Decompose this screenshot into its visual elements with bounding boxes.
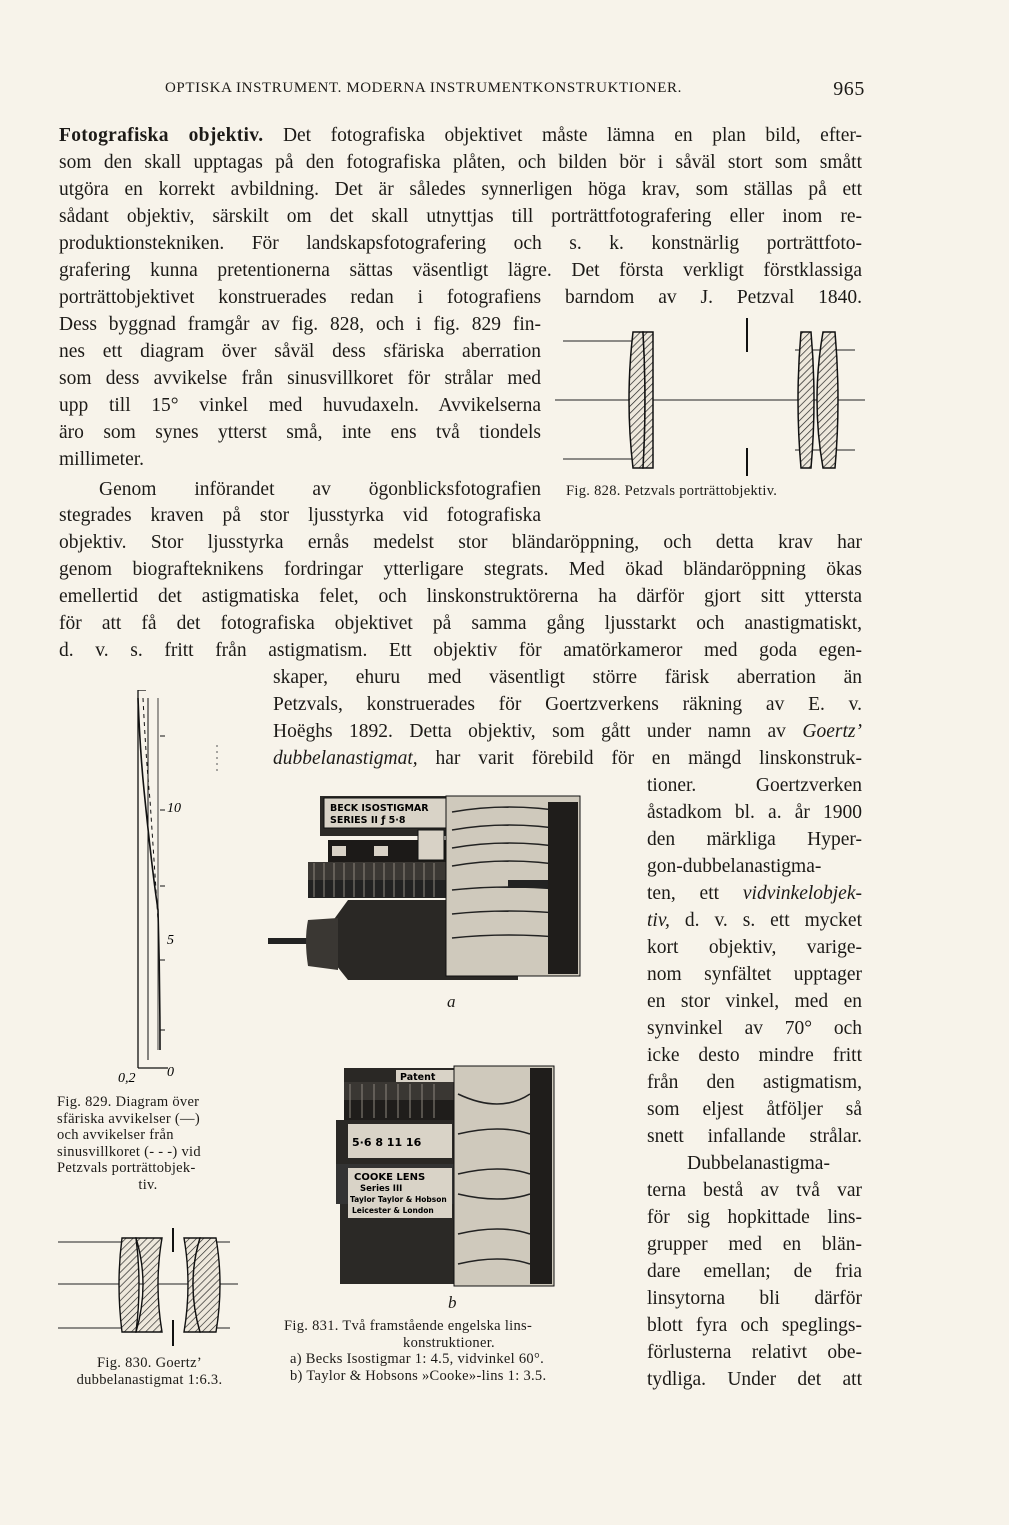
text-line: den märkliga Hyper- — [647, 829, 862, 850]
text-line: åstadkom bl. a. år 1900 — [647, 802, 862, 823]
text-line: porträttobjektivet konstruerades redan i fotografiens barndom av J. Petzval 1840. — [59, 287, 862, 308]
lens-b-engraving-1: Patent — [400, 1072, 436, 1083]
text-line: icke desto mindre fritt — [647, 1045, 862, 1066]
text-line: snett infallande strålar. — [647, 1126, 862, 1147]
text-line: objektiv. Stor ljusstyrka ernås medelst stor bländaröppning, och detta krav har — [59, 532, 862, 553]
fig-831b-cooke-lens — [330, 1064, 560, 1289]
text-line: en stor vinkel, med en — [647, 991, 862, 1012]
fig-831a-beck-isostigmar-lens — [268, 790, 608, 990]
text-line: från den astigmatism, — [647, 1072, 862, 1093]
fig-830-caption: Fig. 830. Goertz’ dubbelanastigmat 1:6.3. — [76, 1355, 223, 1388]
fig-828-petzval-lens-diagram — [555, 318, 865, 483]
text-line: upp till 15° vinkel med huvudaxeln. Avvikelserna — [59, 395, 541, 416]
lens-b-engraving-2: COOKE LENS — [354, 1172, 426, 1183]
text-line: för att få det fotografiska objektivet på samma gång ljusstarkt och anastigmatiskt, — [59, 613, 862, 634]
lens-b-engraving-5: Leicester & London — [352, 1206, 434, 1215]
text-line: ten, ett vidvinkelobjek- — [647, 883, 862, 904]
fig-831-label-a: a — [447, 992, 456, 1011]
lens-b-scale: 5·6 8 11 16 — [352, 1136, 422, 1149]
text-line: förlusterna relativt obe- — [647, 1342, 862, 1363]
fig-828-caption: Fig. 828. Petzvals porträttobjektiv. — [566, 483, 778, 499]
fig-829-tick-0: 0 — [167, 1065, 174, 1080]
fig-831-caption: Fig. 831. Två framstående engelska lins- konstruktioner. a) Becks Isostigmar 1: 4.5, vidvinkel 60°. b) Taylor & Hobsons »Cooke»-lins 1: 3.5. — [284, 1318, 547, 1384]
text-line: genom biografteknikens fordringar ytterligare stegrats. Med ökad bländaröppning ökas — [59, 559, 862, 580]
text-line: Hoëghs 1892. Detta objektiv, som gått under namn av Goertz’ — [273, 721, 862, 742]
text-line: dare emellan; de fria — [647, 1261, 862, 1282]
page-number: 965 — [833, 78, 865, 100]
text-line: Dess byggnad framgår av fig. 828, och i fig. 829 fin- — [59, 314, 541, 335]
text-line: tydliga. Under det att — [647, 1369, 862, 1390]
text-line: tioner. Goertzverken — [647, 775, 862, 796]
text-line: nom synfältet upptager — [647, 964, 862, 985]
text-line: stegrades kraven på stor ljusstyrka vid fotografiska — [59, 505, 541, 526]
text-line: för sig hopkittade lins- — [647, 1207, 862, 1228]
header-title: OPTISKA INSTRUMENT. MODERNA INSTRUMENTKONSTRUKTIONER. — [165, 80, 682, 96]
text-line: som den skall upptagas på den fotografiska plåten, och bilden bör i såväl stort som smått — [59, 152, 862, 173]
text-line: linsytorna bli därför — [647, 1288, 862, 1309]
lens-b-engraving-4: Taylor Taylor & Hobson — [350, 1195, 447, 1204]
text-line: äro som synes ytterst små, inte ens två tiondels — [59, 422, 541, 443]
fig-829-tick-10: 10 — [167, 801, 181, 816]
text-line: grupper med en blän- — [647, 1234, 862, 1255]
text-line: som eljest åtföljer så — [647, 1099, 862, 1120]
text-line: grafering kunna pretentionerna sättas väsentligt lägre. Det första verkligt förstklassiga — [59, 260, 862, 281]
text-line: blott fyra och speglings- — [647, 1315, 862, 1336]
text-line: kort objektiv, varige- — [647, 937, 862, 958]
text-line: Dubbelanastigma- — [687, 1153, 830, 1174]
text-line: gon-dubbelanastigma- — [647, 856, 822, 877]
text-line: terna bestå av två var — [647, 1180, 862, 1201]
text-line: som dess avvikelse från sinusvillkoret för strålar med — [59, 368, 541, 389]
text-line: dubbelanastigmat, har varit förebild för en mängd linskonstruk- — [273, 748, 862, 769]
text-line: Genom införandet av ögonblicksfotografien — [99, 479, 541, 500]
fig-831-label-b: b — [448, 1293, 457, 1312]
fig-829-tick-5: 5 — [167, 933, 174, 948]
fig-830-goertz-lens-diagram — [58, 1228, 238, 1353]
running-header — [165, 78, 865, 100]
text-line: Petzvals, konstruerades för Goertzverkens räkning av E. v. — [273, 694, 862, 715]
lens-b-engraving-3: Series III — [360, 1184, 403, 1194]
text-line: utgöra en korrekt avbildning. Det är således synnerligen höga krav, som ställas på ett — [59, 179, 862, 200]
text-line: produktionstekniken. För landskapsfotografering och s. k. konstnärlig porträttfoto- — [59, 233, 862, 254]
text-line: d. v. s. fritt från astigmatism. Ett objektiv för amatörkameror med goda egen- — [59, 640, 862, 661]
text-line: millimeter. — [59, 449, 145, 470]
lens-a-engraving-2: SERIES II ƒ 5·8 — [330, 815, 406, 826]
text-line: nes ett diagram över såväl dess sfäriska aberration — [59, 341, 541, 362]
text-line: Fotografiska objektiv. Det fotografiska objektivet måste lämna en plan bild, efter- — [59, 125, 862, 146]
text-line: emellertid det astigmatiska felet, och linskonstruktörerna ha därför gjort sitt yttersta — [59, 586, 862, 607]
section-run-in-heading: Fotografiska objektiv. — [59, 125, 264, 146]
lens-a-engraving-1: BECK ISOSTIGMAR — [330, 803, 429, 814]
text-line: tiv, d. v. s. ett mycket — [647, 910, 862, 931]
text-line: synvinkel av 70° och — [647, 1018, 862, 1039]
fig-829-caption: Fig. 829. Diagram över sfäriska avvikelser (—) och avvikelser från sinusvillkoret (- - -) vid Petzvals porträttobjek- tiv. — [57, 1094, 201, 1193]
fig-829-aberration-diagram — [110, 690, 260, 1090]
fig-829-x-label: 0,2 — [118, 1071, 136, 1086]
text-line: skaper, ehuru med väsentligt större färisk aberration än — [273, 667, 862, 688]
text-line: sådant objektiv, särskilt om det skall utnyttjas till porträttfotografering eller inom re- — [59, 206, 862, 227]
